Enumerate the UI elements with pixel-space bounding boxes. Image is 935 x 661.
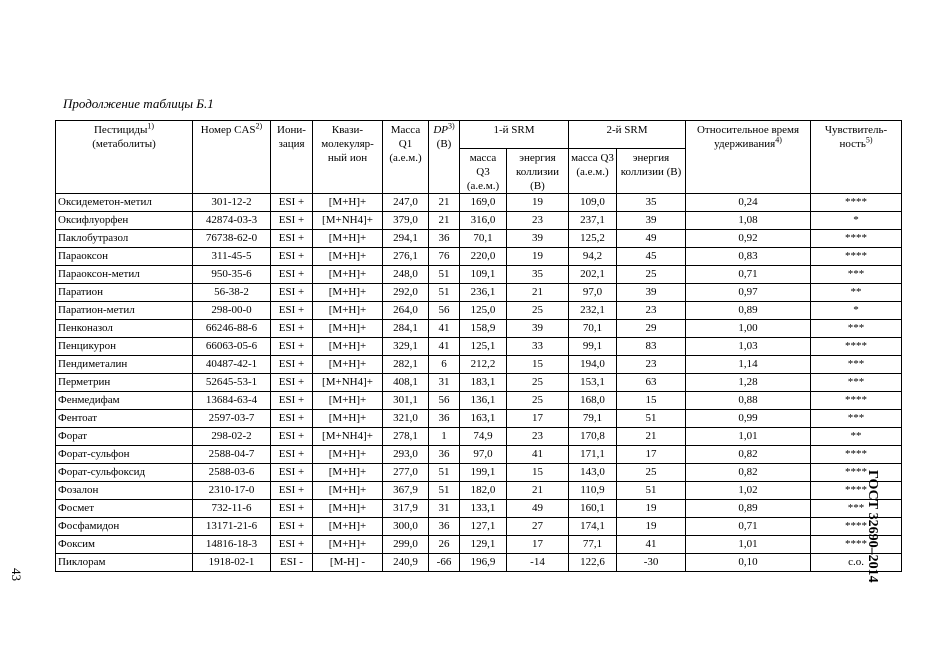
cell-srm2-energy: 35: [617, 194, 686, 212]
cell-srm1-mass: 74,9: [460, 428, 507, 446]
cell-srm1-energy: 39: [507, 320, 569, 338]
table-row: [56, 266, 902, 284]
cell-cas: 14816-18-3: [193, 536, 271, 554]
cell-srm2-mass: 125,2: [569, 230, 617, 248]
cell-mass-q1: 292,0: [383, 284, 429, 302]
cell-srm1-energy: 23: [507, 428, 569, 446]
cell-name: Параоксон-метил: [56, 266, 193, 284]
cell-srm2-energy: 15: [617, 392, 686, 410]
cell-mass-q1: 294,1: [383, 230, 429, 248]
cell-sensitivity: с.о.: [811, 554, 902, 572]
cell-srm1-energy: 21: [507, 284, 569, 302]
cell-dp: 36: [429, 446, 460, 464]
cell-srm2-energy: 19: [617, 500, 686, 518]
table-row: [56, 428, 902, 446]
cell-quasi-ion: [M+H]+: [313, 356, 383, 374]
cell-dp: 31: [429, 374, 460, 392]
cell-mass-q1: 248,0: [383, 266, 429, 284]
cell-name: Фосмет: [56, 500, 193, 518]
cell-srm1-mass: 163,1: [460, 410, 507, 428]
cell-relative-retention: 1,03: [686, 338, 811, 356]
header-mass-q1: Масса Q1 (а.е.м.): [383, 121, 429, 194]
cell-srm2-energy: 25: [617, 464, 686, 482]
cell-srm2-energy: -30: [617, 554, 686, 572]
cell-dp: -66: [429, 554, 460, 572]
cell-cas: 1918-02-1: [193, 554, 271, 572]
header-sensitivity: Чувствитель-ность$^{5)}$: [811, 121, 902, 194]
cell-cas: 66063-05-6: [193, 338, 271, 356]
table-row: [56, 518, 902, 536]
cell-mass-q1: 300,0: [383, 518, 429, 536]
cell-srm1-energy: 27: [507, 518, 569, 536]
cell-srm2-energy: 21: [617, 428, 686, 446]
cell-srm1-energy: 21: [507, 482, 569, 500]
cell-ionization: ESI +: [271, 428, 313, 446]
cell-name: Параоксон: [56, 248, 193, 266]
cell-srm2-energy: 83: [617, 338, 686, 356]
cell-cas: 76738-62-0: [193, 230, 271, 248]
cell-relative-retention: 0,92: [686, 230, 811, 248]
cell-srm2-mass: 109,0: [569, 194, 617, 212]
cell-srm2-energy: 41: [617, 536, 686, 554]
cell-sensitivity: ****: [811, 482, 902, 500]
cell-srm1-mass: 199,1: [460, 464, 507, 482]
cell-ionization: ESI +: [271, 302, 313, 320]
cell-srm2-mass: 94,2: [569, 248, 617, 266]
cell-sensitivity: *: [811, 212, 902, 230]
cell-srm1-mass: 109,1: [460, 266, 507, 284]
cell-name: Пендиметалин: [56, 356, 193, 374]
cell-quasi-ion: [M+NH4]+: [313, 374, 383, 392]
cell-relative-retention: 1,00: [686, 320, 811, 338]
cell-srm2-energy: 51: [617, 410, 686, 428]
cell-quasi-ion: [M+H]+: [313, 446, 383, 464]
cell-relative-retention: 0,71: [686, 266, 811, 284]
cell-name: Форат: [56, 428, 193, 446]
cell-ionization: ESI +: [271, 194, 313, 212]
header-srm2-mass: масса Q3 (а.е.м.): [569, 149, 617, 194]
table-row: [56, 554, 902, 572]
cell-srm2-energy: 23: [617, 356, 686, 374]
cell-name: Форат-сульфон: [56, 446, 193, 464]
cell-relative-retention: 0,82: [686, 446, 811, 464]
cell-srm1-mass: 125,0: [460, 302, 507, 320]
cell-srm2-energy: 45: [617, 248, 686, 266]
table-row: [56, 482, 902, 500]
cell-sensitivity: ****: [811, 536, 902, 554]
cell-quasi-ion: [M+H]+: [313, 410, 383, 428]
cell-ionization: ESI +: [271, 500, 313, 518]
cell-dp: 51: [429, 284, 460, 302]
table-row: [56, 392, 902, 410]
cell-srm1-mass: 212,2: [460, 356, 507, 374]
cell-quasi-ion: [M+H]+: [313, 338, 383, 356]
cell-srm2-energy: 17: [617, 446, 686, 464]
cell-srm2-energy: 25: [617, 266, 686, 284]
cell-srm2-energy: 19: [617, 518, 686, 536]
cell-name: Фосфамидон: [56, 518, 193, 536]
cell-ionization: ESI +: [271, 248, 313, 266]
cell-name: Пиклорам: [56, 554, 193, 572]
cell-srm1-energy: 35: [507, 266, 569, 284]
cell-srm2-mass: 97,0: [569, 284, 617, 302]
cell-relative-retention: 0,97: [686, 284, 811, 302]
cell-sensitivity: ***: [811, 410, 902, 428]
header-srm1-energy: энергия коллизии (B): [507, 149, 569, 194]
cell-sensitivity: ***: [811, 500, 902, 518]
cell-ionization: ESI +: [271, 536, 313, 554]
cell-srm1-mass: 70,1: [460, 230, 507, 248]
cell-dp: 51: [429, 482, 460, 500]
cell-srm2-mass: 110,9: [569, 482, 617, 500]
cell-cas: 40487-42-1: [193, 356, 271, 374]
cell-quasi-ion: [M+H]+: [313, 464, 383, 482]
cell-srm2-mass: 194,0: [569, 356, 617, 374]
cell-cas: 56-38-2: [193, 284, 271, 302]
cell-srm1-mass: 133,1: [460, 500, 507, 518]
cell-cas: 2310-17-0: [193, 482, 271, 500]
cell-mass-q1: 408,1: [383, 374, 429, 392]
cell-ionization: ESI +: [271, 446, 313, 464]
cell-srm1-mass: 127,1: [460, 518, 507, 536]
header-srm2-energy: энергия коллизии (B): [617, 149, 686, 194]
cell-name: Фенмедифам: [56, 392, 193, 410]
cell-sensitivity: ****: [811, 194, 902, 212]
pesticide-table: [55, 120, 902, 572]
cell-srm1-energy: 25: [507, 302, 569, 320]
cell-ionization: ESI +: [271, 212, 313, 230]
cell-cas: 13171-21-6: [193, 518, 271, 536]
header-pesticide: Пестициды$^{1)}$ (метаболиты): [56, 121, 193, 194]
cell-srm1-energy: 23: [507, 212, 569, 230]
cell-quasi-ion: [M+NH4]+: [313, 212, 383, 230]
cell-mass-q1: 367,9: [383, 482, 429, 500]
cell-name: Паратион: [56, 284, 193, 302]
cell-srm1-energy: 15: [507, 356, 569, 374]
cell-dp: 56: [429, 392, 460, 410]
cell-mass-q1: 329,1: [383, 338, 429, 356]
cell-relative-retention: 0,82: [686, 464, 811, 482]
cell-dp: 21: [429, 212, 460, 230]
cell-sensitivity: ****: [811, 248, 902, 266]
cell-ionization: ESI +: [271, 338, 313, 356]
cell-srm2-mass: 153,1: [569, 374, 617, 392]
cell-relative-retention: 0,10: [686, 554, 811, 572]
cell-srm2-mass: 122,6: [569, 554, 617, 572]
header-cas: Номер CAS$^{2)}$: [193, 121, 271, 194]
cell-ionization: ESI +: [271, 392, 313, 410]
cell-cas: 301-12-2: [193, 194, 271, 212]
cell-relative-retention: 0,89: [686, 302, 811, 320]
cell-srm1-mass: 316,0: [460, 212, 507, 230]
cell-cas: 732-11-6: [193, 500, 271, 518]
cell-sensitivity: ****: [811, 230, 902, 248]
cell-quasi-ion: [M+H]+: [313, 284, 383, 302]
table-row: [56, 374, 902, 392]
cell-relative-retention: 0,71: [686, 518, 811, 536]
table-row: [56, 194, 902, 212]
cell-srm2-energy: 39: [617, 284, 686, 302]
cell-dp: 36: [429, 518, 460, 536]
cell-srm2-mass: 202,1: [569, 266, 617, 284]
cell-srm2-mass: 170,8: [569, 428, 617, 446]
cell-quasi-ion: [M+NH4]+: [313, 428, 383, 446]
cell-dp: 41: [429, 320, 460, 338]
cell-name: Пенконазол: [56, 320, 193, 338]
cell-ionization: ESI +: [271, 356, 313, 374]
cell-ionization: ESI +: [271, 320, 313, 338]
cell-ionization: ESI +: [271, 518, 313, 536]
cell-srm1-energy: 17: [507, 410, 569, 428]
cell-quasi-ion: [M+H]+: [313, 320, 383, 338]
cell-relative-retention: 1,02: [686, 482, 811, 500]
cell-srm2-mass: 174,1: [569, 518, 617, 536]
cell-quasi-ion: [M+H]+: [313, 518, 383, 536]
cell-relative-retention: 1,01: [686, 428, 811, 446]
cell-relative-retention: 0,99: [686, 410, 811, 428]
cell-relative-retention: 0,83: [686, 248, 811, 266]
cell-relative-retention: 0,89: [686, 500, 811, 518]
cell-cas: 311-45-5: [193, 248, 271, 266]
cell-dp: 56: [429, 302, 460, 320]
cell-srm2-energy: 39: [617, 212, 686, 230]
cell-name: Оксифлуорфен: [56, 212, 193, 230]
header-quasi-ion: Квази-молекуляр-ный ион: [313, 121, 383, 194]
cell-name: Перметрин: [56, 374, 193, 392]
cell-sensitivity: ***: [811, 266, 902, 284]
table-row: [56, 284, 902, 302]
cell-srm2-mass: 77,1: [569, 536, 617, 554]
cell-sensitivity: *: [811, 302, 902, 320]
cell-name: Фентоат: [56, 410, 193, 428]
cell-srm1-mass: 97,0: [460, 446, 507, 464]
cell-srm1-mass: 158,9: [460, 320, 507, 338]
header-srm1-mass: масса Q3 (а.е.м.): [460, 149, 507, 194]
cell-srm1-mass: 182,0: [460, 482, 507, 500]
cell-mass-q1: 278,1: [383, 428, 429, 446]
cell-srm1-energy: 25: [507, 374, 569, 392]
cell-srm1-energy: 25: [507, 392, 569, 410]
cell-srm2-mass: 237,1: [569, 212, 617, 230]
cell-dp: 21: [429, 194, 460, 212]
cell-mass-q1: 247,0: [383, 194, 429, 212]
cell-name: Паклобутразол: [56, 230, 193, 248]
cell-srm1-mass: 129,1: [460, 536, 507, 554]
cell-relative-retention: 0,24: [686, 194, 811, 212]
cell-relative-retention: 1,14: [686, 356, 811, 374]
cell-ionization: ESI +: [271, 230, 313, 248]
cell-mass-q1: 301,1: [383, 392, 429, 410]
table-body: [56, 194, 902, 572]
cell-ionization: ESI +: [271, 482, 313, 500]
header-srm1: 1-й SRM: [460, 121, 569, 149]
cell-sensitivity: ****: [811, 446, 902, 464]
table-caption: Продолжение таблицы Б.1: [63, 96, 214, 111]
cell-sensitivity: **: [811, 428, 902, 446]
cell-quasi-ion: [M+H]+: [313, 266, 383, 284]
cell-srm1-mass: 220,0: [460, 248, 507, 266]
table-row: [56, 248, 902, 266]
cell-quasi-ion: [M-H] -: [313, 554, 383, 572]
cell-srm1-energy: 39: [507, 230, 569, 248]
standard-title: ГОСТ 32690–2014: [865, 470, 880, 583]
cell-cas: 2588-04-7: [193, 446, 271, 464]
cell-name: Фоксим: [56, 536, 193, 554]
header-relative-retention: Относительное время удерживания$^{4)}$: [686, 121, 811, 194]
cell-dp: 51: [429, 266, 460, 284]
cell-dp: 36: [429, 410, 460, 428]
cell-mass-q1: 321,0: [383, 410, 429, 428]
cell-quasi-ion: [M+H]+: [313, 302, 383, 320]
cell-quasi-ion: [M+H]+: [313, 392, 383, 410]
cell-name: Оксидеметон-метил: [56, 194, 193, 212]
cell-srm2-mass: 171,1: [569, 446, 617, 464]
table-row: [56, 212, 902, 230]
cell-srm2-mass: 143,0: [569, 464, 617, 482]
cell-dp: 51: [429, 464, 460, 482]
cell-srm2-energy: 63: [617, 374, 686, 392]
cell-srm2-mass: 168,0: [569, 392, 617, 410]
cell-srm2-mass: 99,1: [569, 338, 617, 356]
cell-mass-q1: 284,1: [383, 320, 429, 338]
table-row: [56, 230, 902, 248]
cell-srm1-mass: 169,0: [460, 194, 507, 212]
cell-cas: 950-35-6: [193, 266, 271, 284]
cell-ionization: ESI +: [271, 374, 313, 392]
cell-cas: 13684-63-4: [193, 392, 271, 410]
cell-srm2-mass: 232,1: [569, 302, 617, 320]
cell-dp: 31: [429, 500, 460, 518]
header-ionization: Иони-зация: [271, 121, 313, 194]
header-srm2: 2-й SRM: [569, 121, 686, 149]
table-row: [56, 338, 902, 356]
cell-mass-q1: 282,1: [383, 356, 429, 374]
cell-name: Паратион-метил: [56, 302, 193, 320]
cell-sensitivity: ****: [811, 518, 902, 536]
cell-relative-retention: 0,88: [686, 392, 811, 410]
cell-srm2-energy: 49: [617, 230, 686, 248]
cell-srm2-energy: 51: [617, 482, 686, 500]
table-row: [56, 500, 902, 518]
cell-dp: 1: [429, 428, 460, 446]
cell-srm1-energy: 15: [507, 464, 569, 482]
cell-ionization: ESI -: [271, 554, 313, 572]
cell-srm1-mass: 183,1: [460, 374, 507, 392]
cell-relative-retention: 1,08: [686, 212, 811, 230]
cell-srm1-mass: 125,1: [460, 338, 507, 356]
cell-quasi-ion: [M+H]+: [313, 194, 383, 212]
cell-sensitivity: ****: [811, 338, 902, 356]
cell-cas: 42874-03-3: [193, 212, 271, 230]
cell-cas: 66246-88-6: [193, 320, 271, 338]
cell-sensitivity: ***: [811, 320, 902, 338]
cell-ionization: ESI +: [271, 266, 313, 284]
cell-ionization: ESI +: [271, 410, 313, 428]
cell-srm1-energy: 17: [507, 536, 569, 554]
cell-cas: 2597-03-7: [193, 410, 271, 428]
header-dp: DP$^{3)}$ (B): [429, 121, 460, 194]
cell-srm1-energy: 41: [507, 446, 569, 464]
cell-srm1-energy: 19: [507, 194, 569, 212]
cell-srm1-mass: 196,9: [460, 554, 507, 572]
cell-quasi-ion: [M+H]+: [313, 500, 383, 518]
cell-sensitivity: **: [811, 284, 902, 302]
cell-name: Форат-сульфоксид: [56, 464, 193, 482]
cell-quasi-ion: [M+H]+: [313, 482, 383, 500]
cell-sensitivity: ****: [811, 464, 902, 482]
cell-dp: 26: [429, 536, 460, 554]
table-row: [56, 410, 902, 428]
table-row: [56, 464, 902, 482]
cell-mass-q1: 293,0: [383, 446, 429, 464]
cell-srm1-energy: -14: [507, 554, 569, 572]
cell-relative-retention: 1,28: [686, 374, 811, 392]
cell-srm2-energy: 23: [617, 302, 686, 320]
cell-dp: 41: [429, 338, 460, 356]
cell-dp: 76: [429, 248, 460, 266]
table-row: [56, 446, 902, 464]
table-row: [56, 536, 902, 554]
cell-srm1-energy: 19: [507, 248, 569, 266]
cell-sensitivity: ***: [811, 356, 902, 374]
cell-srm2-mass: 79,1: [569, 410, 617, 428]
cell-cas: 298-02-2: [193, 428, 271, 446]
cell-cas: 298-00-0: [193, 302, 271, 320]
cell-mass-q1: 299,0: [383, 536, 429, 554]
cell-mass-q1: 276,1: [383, 248, 429, 266]
cell-mass-q1: 317,9: [383, 500, 429, 518]
cell-relative-retention: 1,01: [686, 536, 811, 554]
cell-quasi-ion: [M+H]+: [313, 230, 383, 248]
cell-quasi-ion: [M+H]+: [313, 536, 383, 554]
cell-name: Фозалон: [56, 482, 193, 500]
page-number: 43: [9, 568, 24, 581]
cell-srm2-mass: 160,1: [569, 500, 617, 518]
cell-srm1-mass: 236,1: [460, 284, 507, 302]
cell-name: Пенцикурон: [56, 338, 193, 356]
cell-mass-q1: 240,9: [383, 554, 429, 572]
table-row: [56, 320, 902, 338]
cell-cas: 2588-03-6: [193, 464, 271, 482]
cell-srm2-mass: 70,1: [569, 320, 617, 338]
table-row: [56, 356, 902, 374]
cell-cas: 52645-53-1: [193, 374, 271, 392]
cell-srm1-energy: 49: [507, 500, 569, 518]
cell-srm1-energy: 33: [507, 338, 569, 356]
cell-sensitivity: ****: [811, 392, 902, 410]
cell-srm2-energy: 29: [617, 320, 686, 338]
cell-srm1-mass: 136,1: [460, 392, 507, 410]
cell-ionization: ESI +: [271, 464, 313, 482]
cell-ionization: ESI +: [271, 284, 313, 302]
cell-mass-q1: 264,0: [383, 302, 429, 320]
cell-dp: 6: [429, 356, 460, 374]
cell-mass-q1: 277,0: [383, 464, 429, 482]
cell-mass-q1: 379,0: [383, 212, 429, 230]
table-row: [56, 302, 902, 320]
cell-quasi-ion: [M+H]+: [313, 248, 383, 266]
cell-dp: 36: [429, 230, 460, 248]
cell-sensitivity: ***: [811, 374, 902, 392]
